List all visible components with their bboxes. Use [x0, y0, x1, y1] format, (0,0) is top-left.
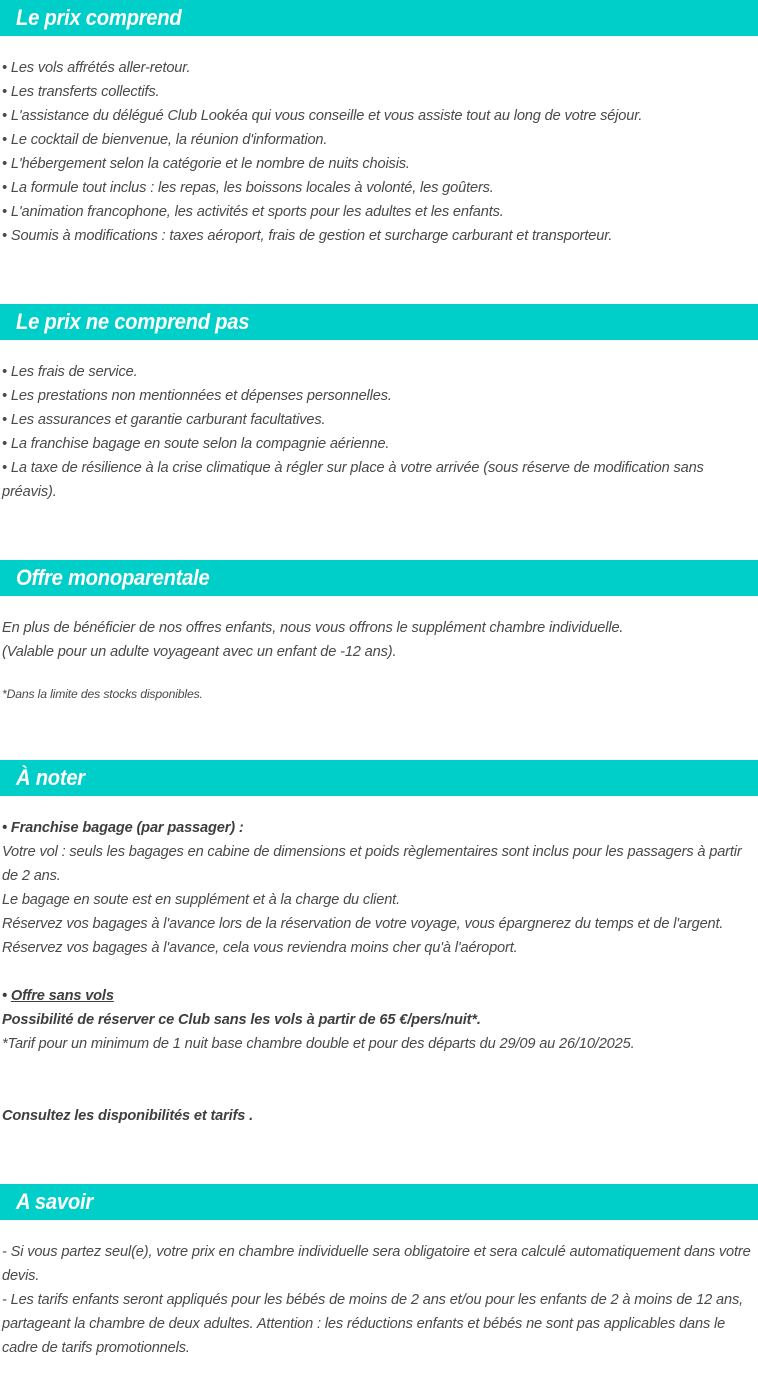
list-item: • Soumis à modifications : taxes aéroport, frais de gestion et surcharge carburant et transporteur.: [2, 224, 754, 248]
no-flight-offer-label: Offre sans vols: [10, 988, 114, 1004]
spacer: [2, 960, 754, 984]
section-header-a-noter: [0, 760, 758, 796]
section-body-le-prix-comprend: [0, 36, 758, 304]
paragraph: (Valable pour un adulte voyageant avec un enfant de -12 ans).: [2, 644, 397, 660]
section-header-le-prix-comprend: [0, 0, 758, 36]
section-title: Le prix comprend: [16, 5, 182, 30]
list-item: • L'assistance du délégué Club Lookéa qui vous conseille et vous assiste tout au long de votre séjour.: [2, 104, 754, 128]
section-body-le-prix-ne-comprend-pas: [0, 340, 758, 560]
paragraph: En plus de bénéficier de nos offres enfants, nous vous offrons le supplément chambre individuelle.: [2, 620, 624, 636]
list-item: • Le cocktail de bienvenue, la réunion d'information.: [2, 128, 754, 152]
spacer: [2, 796, 754, 816]
spacer: [2, 1220, 754, 1240]
list-item: • L'animation francophone, les activités et sports pour les adultes et les enfants.: [2, 200, 754, 224]
list-item: • La franchise bagage en soute selon la compagnie aérienne.: [2, 432, 754, 456]
section-header-a-savoir: [0, 1184, 758, 1220]
spacer: [2, 596, 754, 616]
baggage-line: Réservez vos bagages à l'avance lors de la réservation de votre voyage, vous épargnerez du temps et de l'argent.: [2, 916, 724, 932]
list-item: • L'hébergement selon la catégorie et le nombre de nuits choisis.: [2, 152, 754, 176]
section-title: À noter: [16, 765, 85, 790]
spacer: [2, 1360, 754, 1388]
section-header-offre-monoparentale: [0, 560, 758, 596]
spacer: [2, 704, 754, 760]
availability-link[interactable]: Consultez les disponibilités et tarifs .: [2, 1108, 254, 1124]
section-body-offre-monoparentale: [0, 596, 758, 760]
note-item: - Si vous partez seul(e), votre prix en chambre individuelle sera obligatoire et sera calculé automatiquement dans votre devis.: [2, 1244, 751, 1284]
baggage-line: Réservez vos bagages à l'avance, cela vous reviendra moins cher qu'à l'aéroport.: [2, 940, 518, 956]
section-body-a-savoir: [0, 1220, 758, 1388]
no-flight-offer-heading: [2, 984, 754, 1008]
spacer: [2, 248, 754, 304]
list-item: • La taxe de résilience à la crise climatique à régler sur place à votre arrivée (sous réserve de modification sans préavis).: [2, 456, 754, 504]
list-item: • Les vols affrétés aller-retour.: [2, 56, 754, 80]
section-title: Offre monoparentale: [16, 565, 210, 590]
spacer: [2, 1128, 754, 1184]
list-item: • La formule tout inclus : les repas, les boissons locales à volonté, les goûters.: [2, 176, 754, 200]
no-flight-footnote: *Tarif pour un minimum de 1 nuit base chambre double et pour des départs du 29/09 au 26/10/2025.: [2, 1036, 635, 1052]
section-title: A savoir: [16, 1189, 93, 1214]
note-item: - Les tarifs enfants seront appliqués pour les bébés de moins de 2 ans et/ou pour les enfants de 2 à moins de 12 ans, partageant la chambre de deux adultes. Attention : les réductions enfants et bébés ne sont pas applicables dans le cadre de tarifs promotionnels.: [2, 1292, 743, 1356]
list-item: • Les assurances et garantie carburant facultatives.: [2, 408, 754, 432]
spacer: [2, 340, 754, 360]
section-body-a-noter: [0, 796, 758, 1184]
spacer: [2, 1056, 754, 1104]
footnote: *Dans la limite des stocks disponibles.: [2, 687, 203, 701]
list-item: • Les frais de service.: [2, 360, 754, 384]
list-item: • Les prestations non mentionnées et dépenses personnelles.: [2, 384, 754, 408]
section-header-le-prix-ne-comprend-pas: [0, 304, 758, 340]
baggage-line: Votre vol : seuls les bagages en cabine de dimensions et poids règlementaires sont inclus pour les passagers à partir de 2 ans.: [2, 844, 742, 884]
baggage-line: Le bagage en soute est en supplément et à la charge du client.: [2, 892, 400, 908]
spacer: [2, 36, 754, 56]
spacer: [2, 504, 754, 560]
spacer: [2, 664, 754, 684]
list-item: • Les transferts collectifs.: [2, 80, 754, 104]
baggage-heading: • Franchise bagage (par passager) :: [2, 816, 754, 840]
no-flight-price-line: Possibilité de réserver ce Club sans les vols à partir de 65 €/pers/nuit*.: [2, 1012, 481, 1028]
section-title: Le prix ne comprend pas: [16, 309, 250, 334]
